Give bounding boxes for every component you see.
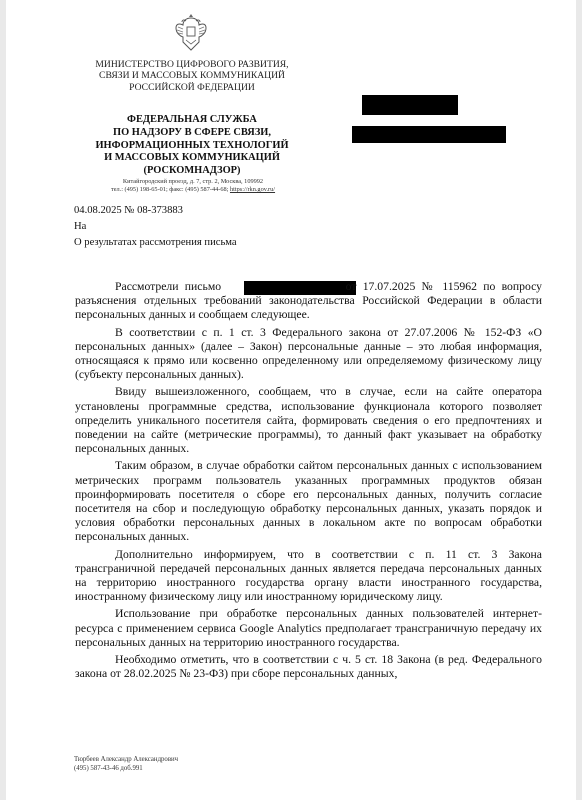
phone-fax-line (62, 186, 324, 194)
body-paragraph: Ввиду вышеизложенного, сообщаем, что в случае, если на сайте оператора установлены программные средства, использование функционала которого позволяет определить уникального посетителя сайта, формировать сведения о его предпочтениях и поведении на сайте (метрические программы), то данный факт указывает на обработку персональных данных. (75, 385, 542, 456)
body-paragraph: Таким образом, в случае обработки сайтом персональных данных с использованием метрических программ пользователь указанных программных продуктов обязан проинформировать посетителя о сборе его персональных данных, получить согласие посетителя на сбор и последующую обработку персональных данных, указать порядок и условия обработки персональных данных в локальном акте по вопросам обработки персональных данных. (75, 459, 542, 544)
executor-name: Тюрбеев Александр Александрович (74, 756, 179, 763)
paragraph-text: от 17.07.2025 № 115962 по вопросу разъяснения отдельных требований законодательства Российской Федерации в области персональных данных и сообщаем следующее. (75, 280, 542, 322)
service-line: (РОСКОМНАДЗОР) (143, 165, 241, 177)
website-link[interactable]: https://rkn.gov.ru/ (229, 186, 276, 193)
service-line: ФЕДЕРАЛЬНАЯ СЛУЖБА (127, 114, 257, 125)
body-paragraph: Дополнительно информируем, что в соответствии с п. 11 ст. 3 Закона трансграничной передачей персональных данных является передача персональных данных на территорию иностранного государства органу власти иностранного государства, иностранному физическому лицу или иностранному юридическому лицу. (75, 547, 542, 604)
executor-phone: (495) 587-43-46 доб.991 (74, 764, 143, 772)
executor-info (74, 756, 178, 773)
body-paragraph: В соответствии с п. 1 ст. 3 Федерального закона от 27.07.2006 № 152-ФЗ «О персональных данных» (далее – Закон) персональные данные – это любая информация, относящаяся к прямо или косвенно определенному или определяемому физическому лицу (субъекту персональных данных). (75, 325, 542, 382)
paragraph-text: Рассмотрели письмо (115, 280, 222, 293)
redacted-recipient-block (352, 126, 506, 143)
service-name (52, 114, 332, 178)
service-line: ИНФОРМАЦИОННЫХ ТЕХНОЛОГИЙ (95, 139, 289, 151)
reference-label: На (74, 221, 87, 232)
contact-address (62, 178, 324, 194)
redacted-recipient-block (362, 95, 458, 115)
letter-date-number: 04.08.2025 № 08-373883 (74, 205, 183, 216)
ministry-line: РОССИЙСКОЙ ФЕДЕРАЦИИ (129, 81, 255, 93)
ministry-line: СВЯЗИ И МАССОВЫХ КОММУНИКАЦИЙ (99, 70, 285, 82)
letter-page (6, 0, 576, 800)
service-line: И МАССОВЫХ КОММУНИКАЦИЙ (104, 152, 280, 164)
redaction-space (227, 281, 339, 293)
coat-of-arms-emblem (174, 12, 208, 52)
body-paragraph: Необходимо отметить, что в соответствии с ч. 5 ст. 18 Закона (в ред. Федерального закона от 28.02.2025 № 23-ФЗ) при сборе персональных данных, (75, 653, 542, 681)
phone-fax-text: тел.: (495) 198-65-01; факс: (495) 587-44-68; (110, 186, 230, 193)
ministry-name (72, 59, 312, 93)
address-line: Китайгородский проезд, д. 7, стр. 2, Москва, 109992 (122, 178, 264, 185)
body-paragraph: Использование при обработке персональных данных пользователей интернет-ресурса с применением сервиса Google Analytics предполагает трансграничную передачу их персональных данных на территорию иностранного государства. (75, 607, 542, 649)
letter-body (75, 280, 542, 684)
ministry-line: МИНИСТЕРСТВО ЦИФРОВОГО РАЗВИТИЯ, (95, 59, 289, 70)
letter-subject: О результатах рассмотрения письма (74, 237, 237, 248)
service-line: ПО НАДЗОРУ В СФЕРЕ СВЯЗИ, (113, 126, 271, 138)
body-paragraph (75, 280, 542, 323)
